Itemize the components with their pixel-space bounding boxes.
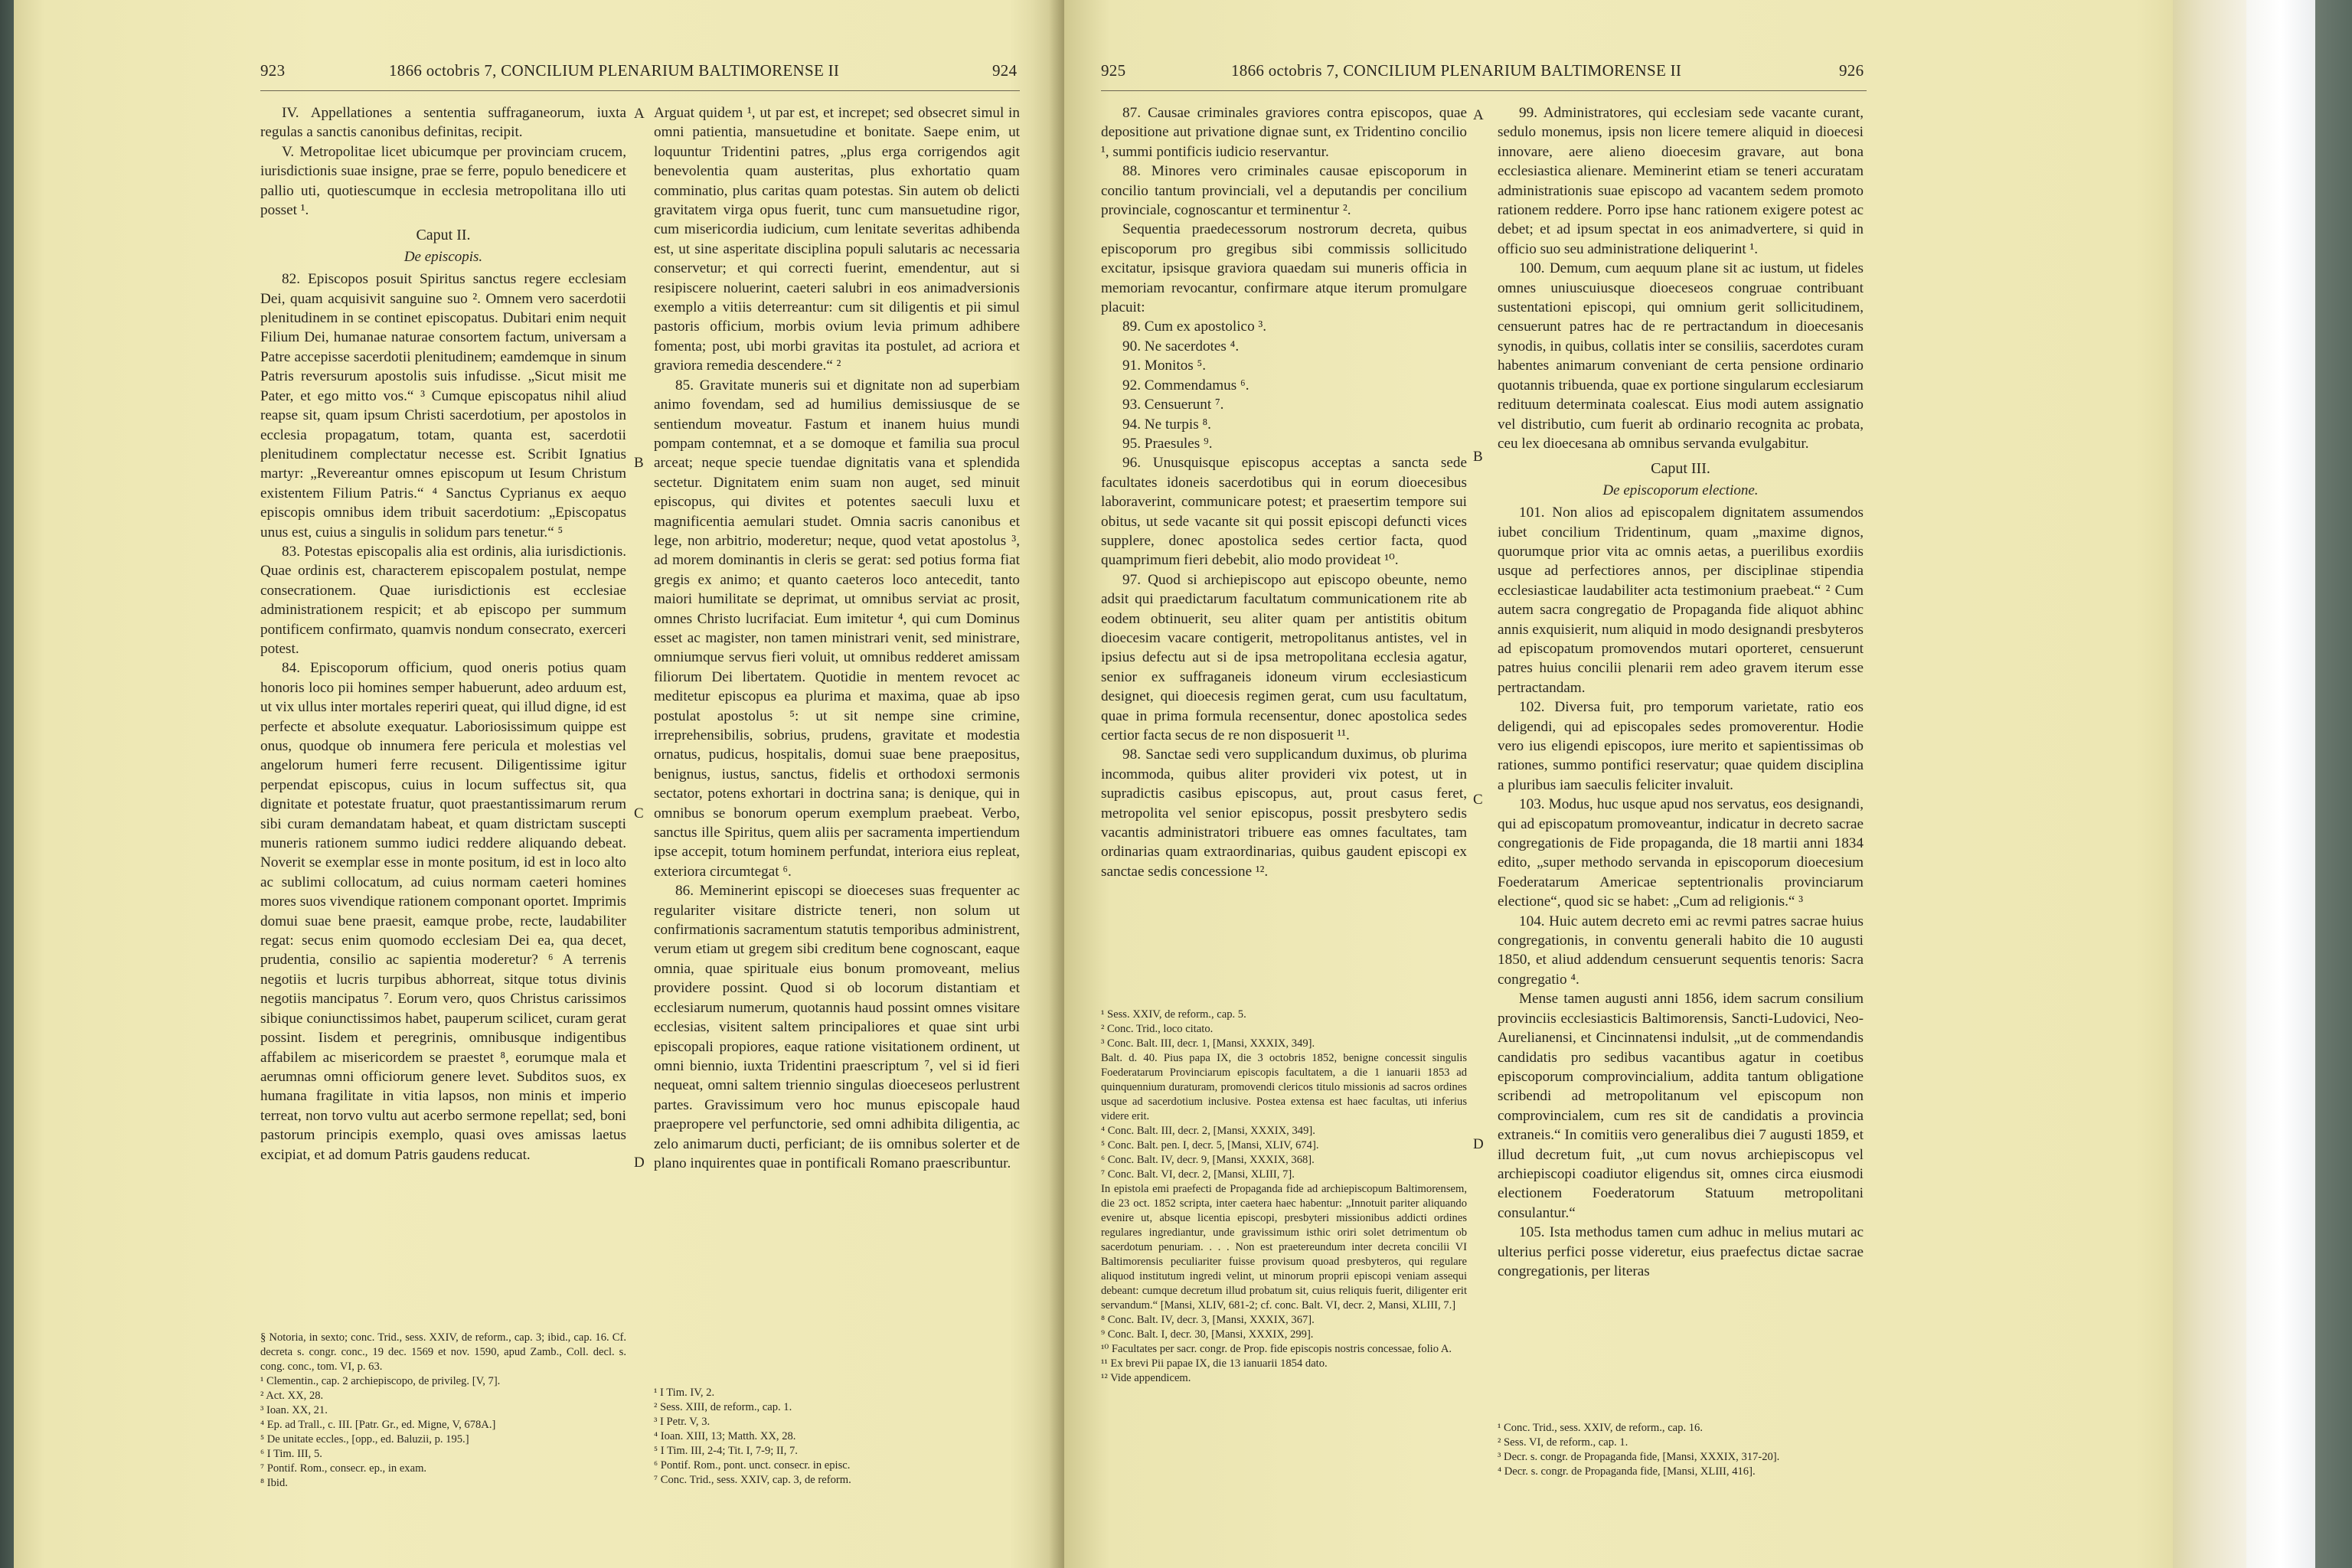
paragraph: 102. Diversa fuit, pro temporum varietate, ratio eos deligendi, qui ad episcopales sedes promoverentur. Hodie vero ius eligendi episcopos, iure merito et sapientissimas ob rationes, summo pontifici reservatur; quae quidem disciplina a pluribus iam saeculis feliciter invaluit. [1498,699,1864,793]
left-page-footnotes-2 [654,1386,1020,1488]
footnote: ⁴ Conc. Balt. III, decr. 2, [Mansi, XXXIX, 349]. [1101,1125,1315,1137]
footnote: ⁹ Conc. Balt. I, decr. 30, [Mansi, XXXIX, 299]. [1101,1328,1314,1341]
paragraph: Mense tamen augusti anni 1856, idem sacrum consilium provinciis ecclesiasticis Baltimorensis, Sancti-Ludovici, Neo-Aurelianensi, et Cincinnatensi indulsit, „ut de commendandis candidatis pro sedibus vacantibus agatur in coetibus episcoporum comprovincialium, addita tantum obligatione scribendi ad metropolitanum vel episcopum non comprovincialem, cum res sit de candidatis a provincia extraneis.“ In comitiis vero generalibus diei 7 augusti 1859, et illud decretum fuit, „ut cum novus archiepiscopus vel archiepiscopi coadiutor eligendus sit, omnes circa eiusmodi electionem Foederatorum Statuum metropolitani consulantur.“ [1498,991,1864,1221]
margin-letter: B [634,455,644,471]
margin-letter: D [1473,1136,1484,1152]
paragraph: 92. Commendamus ⁶. [1122,377,1250,394]
margin-letter: C [1473,792,1483,808]
right-page-column-1 [1101,103,1467,881]
footnote: ² Conc. Trid., loco citato. [1101,1023,1214,1035]
right-page [1064,0,2173,1568]
paragraph: IV. Appellationes a sententia suffraganeorum, iuxta regulas a sanctis canonibus definitas, recipit. [260,105,626,141]
footnote: ⁴ Ioan. XIII, 13; Matth. XX, 28. [654,1430,796,1442]
page-number-925: 925 [1101,61,1126,80]
margin-letter: C [634,805,644,822]
right-page-footnotes-2 [1498,1421,1864,1479]
paragraph: 99. Administratores, qui ecclesiam sede vacante curant, sedulo monemus, ipsis non licere temere aliquid in dioecesi innovare, aere alieno dioecesim gravare, aut bona ecclesiastica alienare. Meminerint etiam se teneri accuratam administrationis suae episcopo ad vacantem sedem promoto rationem reddere. Porro ipse hanc rationem exigere potest ac debet; et ad ipsum spectat in eos animadvertere, si quid in officio suo seu administratione deliquerint ¹. [1498,105,1864,257]
paragraph: 104. Huic autem decreto emi ac revmi patres sacrae huius congregationis, in conventu generali habito die 10 augusti 1850, et aliud addendum censuerunt sequentis tenoris: Sacra congregatio ⁴. [1498,913,1864,988]
footnote: ¹ Sess. XXIV, de reform., cap. 5. [1101,1008,1246,1021]
footnote: ¹ Clementin., cap. 2 archiepiscopo, de privileg. [V, 7]. [260,1375,501,1387]
footnote: ¹² Vide appendicem. [1101,1372,1191,1384]
footnote: ⁶ I Tim. III, 5. [260,1448,322,1460]
footnote: ⁷ Conc. Balt. VI, decr. 2, [Mansi, XLIII, 7]. [1101,1168,1295,1181]
right-page-column-2 [1498,103,1864,1281]
header-rule [260,90,1020,91]
left-page-footnotes-1 [260,1331,626,1491]
paragraph: 98. Sanctae sedi vero supplicandum duximus, ob plurima incommoda, quibus aliter provideri vix potest, ut in supradictis casibus episcopus, aut, prout casus feret, metropolita vel senior episcopus, possit presbytero sedis vacantis administratori tribuere eas omnes facultates, tam ordinarias quam extraordinarias, quibus gaudent episcopi ex sanctae sedis concessione ¹². [1101,746,1467,880]
paragraph: 88. Minores vero criminales causae episcoporum in concilio tantum provinciali, vel a deputandis per concilium provinciale, cognoscantur et terminentur ². [1101,163,1467,219]
chapter-subheading: De episcoporum electione. [1602,482,1759,498]
paragraph: 100. Demum, cum aequum plane sit ac iustum, ut fideles omnes uniuscuiusque dioeceseos congruae contribuant sustentationi episcopi, qui omnium gerit sollicitudinem, censuerunt patres hac de re pertractandum in dioecesanis synodis, in quibus, collatis inter se consiliis, sacerdotes curam habentes animarum conveniant de certa pensione ordinario quotannis tribuenda, quae ex portione singularum ecclesiarum redituum determinata coalescat. Eius modi autem assignatio vel distributio, cum fuerit ab ordinario recognita ac probata, ceu lex dioecesana ab omnibus servanda evulgabitur. [1498,260,1864,452]
footnote: ⁶ Pontif. Rom., pont. unct. consecr. in episc. [654,1459,851,1472]
paragraph: 90. Ne sacerdotes ⁴. [1122,338,1240,354]
paragraph: 95. Praesules ⁹. [1122,435,1213,452]
right-running-head [1064,61,2173,84]
footnote: ⁴ Decr. s. congr. de Propaganda fide, [Mansi, XLIII, 416]. [1498,1465,1756,1478]
footnote: Balt. d. 40. Pius papa IX, die 3 octobris 1852, benigne concessit singulis Foederatarum Provinciarum episcopis facultatem, a die 1 ianuarii 1853 ad quinquennium duraturam, promovendi clericos titulo missionis ad sacros ordines usque ad sacerdotium inclusive. Postea extensa est haec facultas, uti inferius videre erit. [1101,1052,1467,1122]
footnote: In epistola emi praefecti de Propaganda fide ad archiepiscopum Baltimorensem, die 23 oct. 1852 scripta, inter caetera haec habentur: „Innotuit pariter aliquando evenire ut, absque licentia episcopi, presbyteri missionibus addicti ordines regulares ingrediantur, unde gravissimum isthic oriri solet detrimentum ob sacerdotum penuriam. . . . Non est praetereundum inter decreta concilii VI Baltimorensis peculiariter fuisse provisum quoad presbyteros, qui regulare aliquod institutum ingredi velint, ut minorum proprii episcopi veniam assequi debeant: cumque decretum illud probatum sit, cuius reliquis fuerit, diligenter erit servandum.“ [Mansi, XLIV, 681-2; cf. conc. Balt. VI, decr. 2, Mansi, XLIII, 7.] [1101,1183,1467,1312]
footnote: ⁶ Conc. Balt. IV, decr. 9, [Mansi, XXXIX, 368]. [1101,1154,1315,1166]
paragraph: 82. Episcopos posuit Spiritus sanctus regere ecclesiam Dei, quam acquisivit sanguine suo ². Omnem vero sacerdotii plenitudinem in se continet episcopatus. Dubitari enim nequit Filium Dei, humanae naturae consortem factum, universam a Patre accepisse sacerdotii plenitudinem; eamdemque in sinum Patris reversurum apostolis suis infudisse. „Sicut misit me Pater, et ego mitto vos.“ ³ Cumque episcopatus nihil aliud reapse sit, quam ipsum Christi sacerdotium, per apostolos in ecclesia propagatum, totam, quanta est, sacerdotii plenitudinem complectatur necesse est. Scribit Ignatius martyr: „Revereantur omnes episcopum ut Iesum Christum existentem Filium Patris.“ ⁴ Sanctus Cyprianus ex aequo episcopis omnibus idem tribuit sacerdotium: „Episcopatus unus est, cuius a singulis in solidum pars tenetur.“ ⁵ [260,271,626,541]
footnote: ³ Decr. s. congr. de Propaganda fide, [Mansi, XXXIX, 317-20]. [1498,1451,1780,1463]
running-title: 1866 octobris 7, CONCILIUM PLENARIUM BALTIMORENSE II [389,61,840,80]
paragraph: V. Metropolitae licet ubicumque per provinciam crucem, iurisdictionis suae insigne, prae se ferre, populo benedicere et pallio uti, quotiescumque in ecclesia metropolitana illo uti posset ¹. [260,143,626,219]
footnote: ⁴ Ep. ad Trall., c. III. [Patr. Gr., ed. Migne, V, 678A.] [260,1419,496,1431]
margin-letter: D [634,1155,645,1171]
margin-letter: A [634,106,645,122]
chapter-heading: Caput III. [1651,460,1710,478]
paragraph: 96. Unusquisque episcopus acceptas a sancta sede facultates idoneis sacerdotibus qui in eorum dioecesibus laboraverint, communicare potest; et praesertim tempore sui obitus, ut sede vacante sit qui possit episcopi defuncti vices supplere, donec apostolica sedes certior facta, quod quamprimum fieri debebit, alio modo provideat ¹⁰. [1101,455,1467,569]
margin-letter: A [1473,107,1484,123]
page-number-923: 923 [260,61,286,80]
left-page-column-2 [654,103,1020,1173]
footnote: ⁵ Conc. Balt. pen. I, decr. 5, [Mansi, XLIV, 674]. [1101,1139,1319,1152]
footnote: ⁵ I Tim. III, 2-4; Tit. I, 7-9; II, 7. [654,1445,798,1457]
footnote: ⁵ De unitate eccles., [opp., ed. Baluzii, p. 195.] [260,1433,469,1446]
background-board [2315,0,2352,1568]
left-running-head [14,61,1064,84]
page-fore-edge [2173,0,2246,1568]
page-number-926: 926 [1839,61,1864,80]
chapter-subheading: De episcopis. [403,248,483,265]
paragraph: Sequentia praedecessorum nostrorum decreta, quibus episcoporum pro gregibus sibi commissis sollicitudo excitatur, ipsisque graviora quaedam sui muneris officia in memoriam revocantur, confirmare atque iterum promulgare placuit: [1101,221,1467,316]
paragraph: 101. Non alios ad episcopalem dignitatem assumendos iubet concilium Tridentinum, quam „maxime dignos, quorumque prior vita ac omnis aetas, a puerilibus exordiis usque ad perfectiores annos, per disciplinae stipendia ecclesiasticae laudabiliter acta testimonium praebeat.“ ² Cum autem sacra congregatio de Propaganda fide aliquot abhinc annis exquisierit, num aliquid in modo designandi presbyteros ad episcopatum promovendos mutari oporteret, censuerunt patres huius concilii plenarii rem adeo gravem iterum esse pertractandam. [1498,505,1864,696]
paragraph: 103. Modus, huc usque apud nos servatus, eos designandi, qui ad episcopatum promoveantur, indicatur in decreto sacrae congregationis de Fide propaganda, die 18 martii anni 1834 edito, „super methodo servanda in episcoporum dioecesium Foederatarum Americae septentrionalis provinciarum electione“, quod sic se habet: „Cum ad religionis.“ ³ [1498,796,1864,910]
running-title: 1866 octobris 7, CONCILIUM PLENARIUM BALTIMORENSE II [1231,61,1682,80]
paragraph: Arguat quidem ¹, ut par est, et increpet; sed obsecret simul in omni patientia, mansuetudine et bonitate. Saepe enim, ut loquuntur Tridentini patres, „plus erga corrigendos agit benevolentia quam austeritas, plus exhortatio quam comminatio, plus caritas quam potestas. Sin autem ob delicti gravitatem virga opus fuerit, tunc cum mansuetudine rigor, cum misericordia iudicium, cum lenitate severitas adhibenda est, ut sine asperitate disciplina populi salutaris ac necessaria conservetur; et qui correcti fuerint, emendentur, aut si resipiscere noluerint, caeteri salubri in eos animadversionis exemplo a vitiis deterreantur: cum sit diligentis et pii simul pastoris officium, morbis ovium levia primum adhibere fomenta; post, ubi morbi gravitas ita postulet, ad acriora et graviora remedia descendere.“ ² [654,105,1020,374]
footnote: ⁸ Ibid. [260,1477,288,1489]
paragraph: 94. Ne turpis ⁸. [1122,416,1211,433]
chapter-heading: Caput II. [416,227,471,244]
white-backing-sheet [2246,0,2315,1568]
page-number-924: 924 [992,61,1018,80]
footnote: ¹¹ Ex brevi Pii papae IX, die 13 ianuarii 1854 dato. [1101,1357,1328,1370]
footnote: ³ I Petr. V, 3. [654,1416,710,1428]
paragraph: 84. Episcoporum officium, quod oneris potius quam honoris loco pii homines semper habuerunt, adeo arduum est, ut vix ullus inter mortales reperiri queat, qui illud digne, id est perfecte et absolute exequatur. Laboriosissimum quippe est onus, quodque ob innumera fere pericula et molestias vel angelorum humeri ferre recusent. Diligentissime igitur perpendat episcopus, cuius in locum suffectus sit, qua dignitate et potestate fruatur, quot praestantissimarum rerum sibi curam demandatam habeat, et quam districtam suscepti muneris rationem summo iudici reddere aliquando debeat. Noverit se exemplar esse in monte positum, id est in loco alto ac sublimi collocatum, ad cuius normam caeteri homines mores suos vivendique rationem componant oportet. Imprimis domui suae bene praesit, eamque probe, recte, laudabiliter regat: secus enim quomodo ecclesiam Dei ea, qua decet, prudentia, consilio ac sapientia moderetur? ⁶ A terrenis negotiis et lucris turpibus abhorreat, sitque totus divinis negotiis mancipatus ⁷. Eorum vero, quos Christus carissimos sibique coniunctissimos habet, pauperum scilicet, curam gerat possint. Iisdem et peregrinis, omnibusque indigentibus affabilem ac misericordem se praestet ⁸, eorumque mala et aerumnas omni officiorum genere levet. Subditos suos, ex humana fragilitate in vitia lapsos, non minis et imperio terreat, non torvo vultu aut acerbo sermone repellat; sed, boni pastorum principis exemplo, quasi oves amissas laetus excipiat, et ad domum Patris gaudens reducat. [260,660,627,1163]
paragraph: 85. Gravitate muneris sui et dignitate non ad superbiam animo fovendam, sed ad humilius demissiusque de se sentiendum moveatur. Fastum et inanem huius mundi pompam contemnat, et a se domoque et familia sua procul arceat; neque specie tuendae dignitatis vana et splendida sectetur. Dignitatem enim suam non auget, sed minuit episcopus, qui divites et potentes saeculi luxu et magnificentia aemulari studet. Omnia sacris canonibus et lege, non arbitrio, moderetur; neque, quod vetat apostolus ³, ad morem dominantis in cleris se gerat: sed potius forma fiat gregis ex animo; et quanto caeteros loco antecedit, tanto maiori humilitate se deprimat, ut omnibus serviat ac prosit, omnes Christo lucrifaciat. Eum imitetur ⁴, qui cum Dominus esset ac magister, non tamen ministrari venit, sed ministrare, omniumque servus fieri voluit, ut omnibus redderet amissam filiorum Dei libertatem. Quotidie in mentem revocet ac meditetur episcopus ea plurima et maxima, quae ab ipso postulat apostolus ⁵: ut sit nempe sine crimine, irreprehensibilis, sobrius, prudens, gravitate et modestia ornatus, pudicus, hospitalis, domui suae bene praepositus, benignus, iustus, sanctus, fidelis et orthodoxi sermonis sectator, potens exhortari in doctrina sana; is denique, qui in omnibus se bonorum operum exemplum praebeat. Verbo, sanctus ille Spiritus, quem aliis per sacramenta impertiendum ipse accepit, totum hominem perfundat, interiora eius repleat, exteriora circumtegat ⁶. [654,377,1020,880]
footnote: ³ Conc. Balt. III, decr. 1, [Mansi, XXXIX, 349]. [1101,1037,1315,1050]
paragraph: 93. Censuerunt ⁷. [1122,397,1224,413]
header-rule [1101,90,1867,91]
footnote: ⁷ Pontif. Rom., consecr. ep., in exam. [260,1462,427,1475]
paragraph: 97. Quod si archiepiscopo aut episcopo obeunte, nemo adsit qui praedictarum facultatum communicationem rite ab eodem obtinuerit, seu aliter quam per antistitis obitum dioecesim vacare contigerit, metropolitanus antistes, vel in ipsius defectu aut si de ipsa metropolitana ecclesia agatur, senior ex suffraganeis idoneum virum ecclesiasticum designet, qui dioecesis regimen gerat, cum usu facultatum, quae in prima formula recensentur, donec apostolica sedes certior facta secus de re non disposuerit ¹¹. [1101,571,1467,743]
footnote: ² Sess. XIII, de reform., cap. 1. [654,1401,792,1413]
paragraph: 83. Potestas episcopalis alia est ordinis, alia iurisdictionis. Quae ordinis est, characterem episcopalem postulat, nempe consecrationem. Quae iurisdictionis est ecclesiae administrationem respicit; et ab episcopo per summum pontificem confirmato, quamvis nondum consecrato, exerceri potest. [260,543,626,657]
footnote: ¹ I Tim. IV, 2. [654,1387,715,1399]
footnote: ⁸ Conc. Balt. IV, decr. 3, [Mansi, XXXIX, 367]. [1101,1314,1315,1326]
footnote: ³ Ioan. XX, 21. [260,1404,328,1416]
paragraph: 105. Ista methodus tamen cum adhuc in melius mutari ac ulterius perfici posse videretur, eius praefectus dictae sacrae congregationis, per literas [1498,1224,1864,1279]
footnote: ¹⁰ Facultates per sacr. congr. de Prop. fide episcopis nostris concessae, folio A. [1101,1343,1452,1355]
footnote: ¹ Conc. Trid., sess. XXIV, de reform., cap. 16. [1498,1422,1703,1434]
left-page-column-1 [260,103,626,1165]
paragraph: 87. Causae criminales graviores contra episcopos, quae depositione aut privatione dignae sunt, ex Tridentino concilio ¹, summi pontificis iudicio reservantur. [1101,105,1467,160]
left-page [14,0,1064,1568]
paragraph: 86. Meminerint episcopi se dioeceses suas frequenter ac regulariter visitare districte teneri, non solum ut confirmationis sacramentum statutis temporibus administrent, verum etiam ut gregem sibi creditum bene cognoscant, eaque omnia, quae spirituale eius bonum promoveant, melius providere possint. Quod si ob locorum distantiam et ecclesiarum numerum, quotannis haud possint omnes visitare ecclesias, visitent saltem principaliores et quae sint urbi episcopali propiores, eaque ratione visitationem ordinent, ut omni biennio, iuxta Tridentini praescriptum ⁷, vel si id fieri nequeat, omni saltem triennio singulas dioeceseos perlustrent partes. Gravissimum vero hoc munus episcopale haud praepropere vel perfunctorie, sed omni adhibita diligentia, ac zelo animarum ducti, perficiant; de iis omnibus solerter et de plano inquirentes quae in pontificali Romano praescribuntur. [654,883,1020,1171]
paragraph: 91. Monitos ⁵. [1122,358,1207,374]
margin-letter: B [1473,449,1483,465]
paragraph: 89. Cum ex apostolico ³. [1122,318,1267,335]
footnote: ² Sess. VI, de reform., cap. 1. [1498,1436,1628,1449]
footnote: § Notoria, in sexto; conc. Trid., sess. XXIV, de reform., cap. 3; ibid., cap. 16. Cf. decreta s. congr. conc., 19 dec. 1569 et nov. 1590, apud Zamb., Coll. decl. s. cong. conc., tom. VI, p. 63. [260,1331,626,1373]
footnote: ⁷ Conc. Trid., sess. XXIV, cap. 3, de reform. [654,1474,851,1486]
right-page-footnotes-1 [1101,1008,1467,1386]
footnote: ² Act. XX, 28. [260,1390,324,1402]
